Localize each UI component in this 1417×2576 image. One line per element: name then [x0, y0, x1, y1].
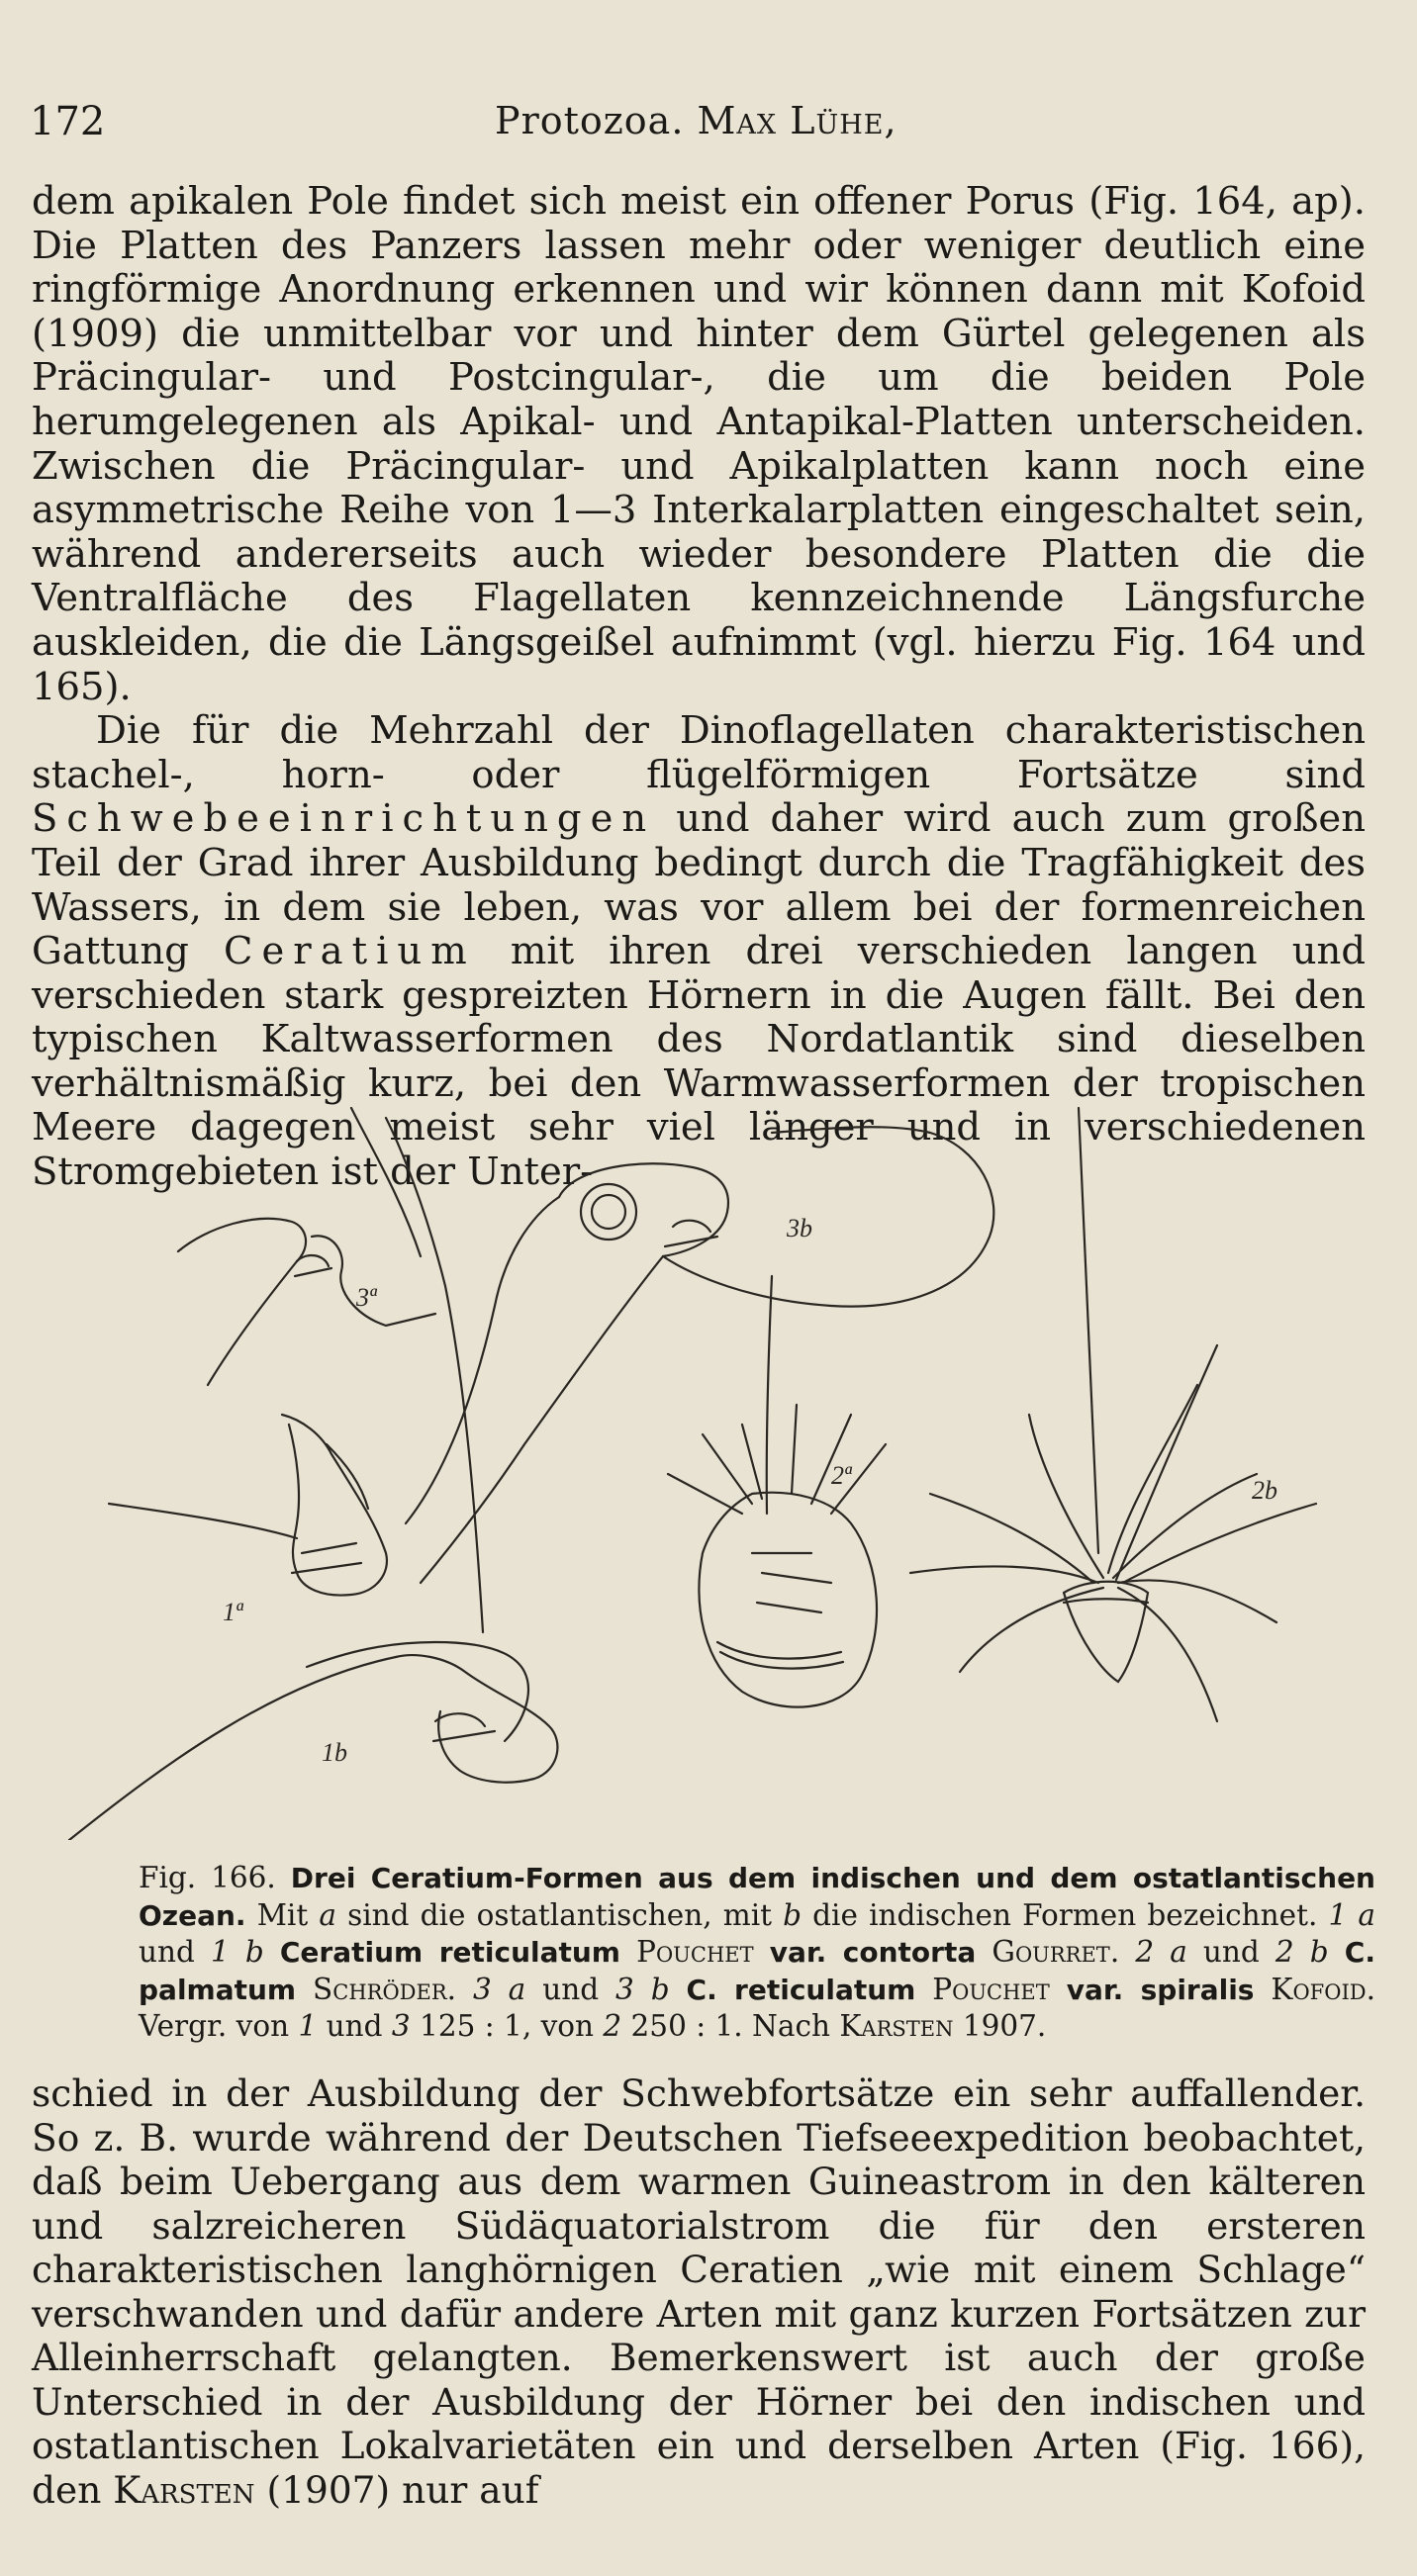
ceratium-illustration	[59, 1088, 1366, 1840]
ceratium-1a-drawing	[109, 1415, 387, 1596]
caption-author: Kofoid.	[1271, 1972, 1375, 2006]
ceratium-2b-drawing	[910, 1108, 1316, 1721]
page-header	[30, 99, 1385, 148]
caption-text: Vergr. von	[139, 2009, 299, 2043]
caption-italic: a	[319, 1897, 336, 1932]
caption-species: Ceratium reticulatum	[279, 1936, 620, 1969]
caption-variety: var. spiralis	[1066, 1973, 1255, 2006]
paragraph-3-part-a: schied in der Ausbildung der Schwebfortsätze ein sehr auffallender. So z. B. wurde während der Deutschen Tiefseeexpedition beobachtet, daß beim Uebergang aus dem warmen Guineastrom in den kälteren und salzreicheren Südäquatorialstrom die für den ersteren charakteristischen langhörnigen Ceratien „wie mit einem Schlage“ verschwanden und dafür andere Arten mit ganz kurzen Fortsätzen zur Alleinherrschaft gelangten. Bemerkenswert ist auch der große Unterschied in der Ausbildung der Hörner bei den indischen und ostatlantischen Lokalvarietäten ein und derselben Arten (Fig. 166), den	[32, 2071, 1366, 2512]
caption-title: Drei Ceratium-Formen aus dem indischen und dem ostatlantischen Ozean.	[139, 1862, 1375, 1932]
caption-text: Mit	[245, 1897, 320, 1932]
author-karsten: Karsten	[113, 2467, 255, 2512]
caption-italic: 1 a	[1328, 1897, 1376, 1932]
ceratium-3b-drawing	[406, 1127, 993, 1583]
caption-author: Karsten	[839, 2009, 954, 2043]
caption-italic: 1	[298, 2009, 318, 2043]
caption-italic: 3 b	[615, 1972, 670, 2006]
ceratium-2a-drawing	[668, 1276, 886, 1707]
caption-author: Pouchet	[932, 1972, 1050, 2006]
caption-author: Schröder.	[313, 1972, 457, 2006]
caption-text: und	[525, 1972, 616, 2006]
paragraph-1: dem apikalen Pole findet sich meist ein offener Porus (Fig. 164, ap). Die Platten des Panzers lassen mehr oder weniger deutlich eine ringförmige Anordnung erkennen und wir können dann mit Kofoid (1909) die unmittelbar vor und hinter dem Gürtel gelegenen als Präcingular- und Postcingular-, die um die beiden Pole herumgelegenen als Apikal- und Antapikal-Platten unterscheiden. Zwischen die Präcingular- und Apikalplatten kann noch eine asymmetrische Reihe von 1—3 Interkalarplatten eingeschaltet sein, während andererseits auch wieder besondere Platten die die Ventralfläche des Flagellaten kennzeichnende Längsfurche auskleiden, die die Längsgeißel aufnimmt (vgl. hierzu Fig. 164 und 165).	[32, 179, 1366, 709]
caption-text: 250 : 1. Nach	[621, 2009, 840, 2043]
figure-label-1b: 1b	[322, 1738, 347, 1767]
caption-text: und	[139, 1935, 211, 1969]
caption-italic: 2 a	[1135, 1935, 1187, 1969]
caption-species: C. palmatum	[139, 1936, 1375, 2006]
body-text-top	[32, 180, 1366, 1195]
paragraph-2-part-b: und daher wird auch zum großen Teil der Grad ihrer Ausbildung bedingt durch die Tragfähigkeit des Wassers, in dem sie leben, was vor allem bei der formenreichen Gattung	[32, 796, 1366, 974]
caption-author: Pouchet	[636, 1935, 754, 1969]
body-text-bottom	[32, 2071, 1366, 2512]
caption-italic: 3 a	[472, 1972, 526, 2006]
running-head-title: Protozoa.	[495, 99, 685, 142]
caption-variety: var. contorta	[769, 1936, 977, 1969]
caption-italic: b	[783, 1897, 803, 1932]
figure-label-3a: 3ª	[356, 1283, 377, 1312]
paragraph-2-part-a: Die für die Mehrzahl der Dinoflagellaten charakteristischen stachel-, horn- oder flügelförmigen Fortsätze sind	[32, 708, 1366, 797]
caption-text: und	[1186, 1935, 1275, 1969]
caption-fig-number: Fig. 166.	[139, 1861, 276, 1894]
figure-caption	[139, 1860, 1375, 2046]
spaced-term-ceratium: Ceratium	[224, 929, 476, 974]
paragraph-2-part-c: mit ihren drei verschieden langen und verschieden stark gespreizten Hörnern in die Augen fällt. Bei den typischen Kaltwasserformen des Nordatlantik sind dieselben verhältnismäßig kurz, bei den Warmwasserformen der tropischen Meere dagegen meist sehr viel länger und in verschiedenen Stromgebieten ist der Unter-	[32, 929, 1366, 1195]
caption-italic: 3	[391, 2009, 411, 2043]
caption-author: Gourret.	[992, 1935, 1120, 1969]
ceratium-3a-drawing	[178, 1219, 435, 1385]
figure-166	[59, 1088, 1366, 1840]
caption-text: 1907.	[953, 2009, 1047, 2043]
caption-text: und	[317, 2009, 392, 2043]
figure-label-1a: 1ª	[223, 1598, 243, 1626]
paragraph-3-part-b: (1907) nur auf	[254, 2467, 539, 2512]
caption-italic: 1 b	[211, 1935, 264, 1969]
running-head	[495, 99, 897, 142]
page-number: 172	[30, 99, 106, 144]
figure-label-2a: 2ª	[831, 1461, 852, 1490]
caption-italic: 2 b	[1275, 1935, 1329, 1969]
figure-label-2b: 2b	[1252, 1476, 1277, 1505]
caption-text: die indischen Formen bezeichnet.	[802, 1897, 1329, 1932]
ceratium-1b-drawing	[69, 1108, 557, 1840]
running-head-author: Max Lühe,	[697, 99, 897, 142]
figure-label-3b: 3b	[787, 1214, 812, 1242]
spaced-term-schwebeeinrichtungen: Schwebeeinrichtungen	[32, 796, 656, 842]
paragraph-3	[32, 2071, 1366, 2512]
caption-species: C. reticulatum	[686, 1973, 916, 2006]
caption-text: sind die ostatlantischen, mit	[335, 1897, 784, 1932]
caption-italic: 2	[603, 2009, 622, 2043]
caption-text: 125 : 1, von	[410, 2009, 604, 2043]
